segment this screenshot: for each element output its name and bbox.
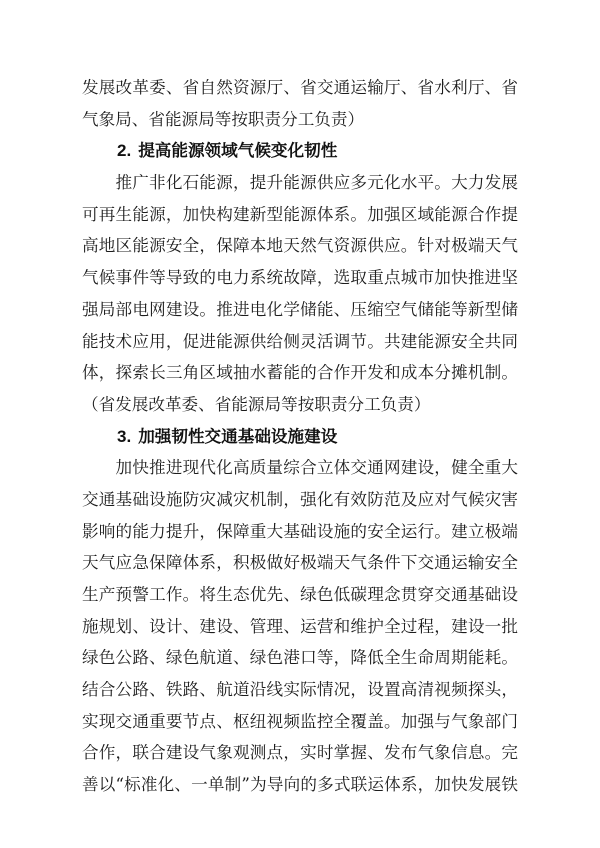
text-line: 施规划、设计、建设、管理、运营和维护全过程，建设一批 bbox=[82, 616, 518, 636]
section-number: 2. bbox=[117, 141, 132, 161]
text-line: 强局部电网建设。推进电化学储能、压缩空气储能等新型储 bbox=[82, 299, 518, 319]
document-body bbox=[82, 72, 518, 801]
text-line: 高地区能源安全，保障本地天然气资源供应。针对极端天气 bbox=[82, 236, 518, 256]
text-line: 发展改革委、省自然资源厅、省交通运输厅、省水利厅、省 bbox=[82, 78, 518, 97]
text-line: 推广非化石能源，提升能源供应多元化水平。大力发展 bbox=[115, 173, 518, 193]
paragraph-continued bbox=[82, 72, 518, 135]
section-title: 提高能源领域气候变化韧性 bbox=[138, 141, 338, 161]
text-line: 实现交通重要节点、枢纽视频监控全覆盖。加强与气象部门 bbox=[82, 711, 518, 731]
text-line: 可再生能源，加快构建新型能源体系。加强区域能源合作提 bbox=[82, 204, 518, 224]
text-line: 交通基础设施防灾减灾机制，强化有效防范及应对气候灾害 bbox=[82, 489, 518, 509]
text-line: 体，探索长三角区域抽水蓄能的合作开发和成本分摊机制。 bbox=[82, 363, 518, 383]
text-line: 加快推进现代化高质量综合立体交通网建设，健全重大 bbox=[115, 458, 518, 478]
text-line: 结合公路、铁路、航道沿线实际情况，设置高清视频探头， bbox=[82, 680, 518, 700]
text-line: 生产预警工作。将生态优先、绿色低碳理念贯穿交通基础设 bbox=[82, 585, 518, 604]
paragraph-transport-infrastructure bbox=[82, 452, 518, 801]
section-heading-3 bbox=[82, 421, 518, 453]
section-number: 3. bbox=[117, 426, 132, 446]
text-line: 影响的能力提升，保障重大基础设施的安全运行。建立极端 bbox=[82, 521, 518, 541]
paragraph-energy-resilience bbox=[82, 167, 518, 421]
text-line: 善以“标准化、一单制”为导向的多式联运体系，加快发展铁 bbox=[82, 775, 518, 795]
text-line: （省发展改革委、省能源局等按职责分工负责） bbox=[82, 394, 431, 414]
text-line: 气候事件等导致的电力系统故障，选取重点城市加快推进坚 bbox=[82, 268, 518, 288]
section-heading-2 bbox=[82, 135, 518, 167]
text-line: 合作，联合建设气象观测点，实时掌握、发布气象信息。完 bbox=[82, 743, 518, 763]
text-line: 天气应急保障体系，积极做好极端天气条件下交通运输安全 bbox=[82, 553, 518, 573]
text-line: 能技术应用，促进能源供给侧灵活调节。共建能源安全共同 bbox=[82, 331, 518, 351]
section-title: 加强韧性交通基础设施建设 bbox=[138, 426, 338, 446]
text-line: 气象局、省能源局等按职责分工负责） bbox=[82, 109, 365, 129]
text-line: 绿色公路、绿色航道、绿色港口等，降低全生命周期能耗。 bbox=[82, 648, 518, 668]
